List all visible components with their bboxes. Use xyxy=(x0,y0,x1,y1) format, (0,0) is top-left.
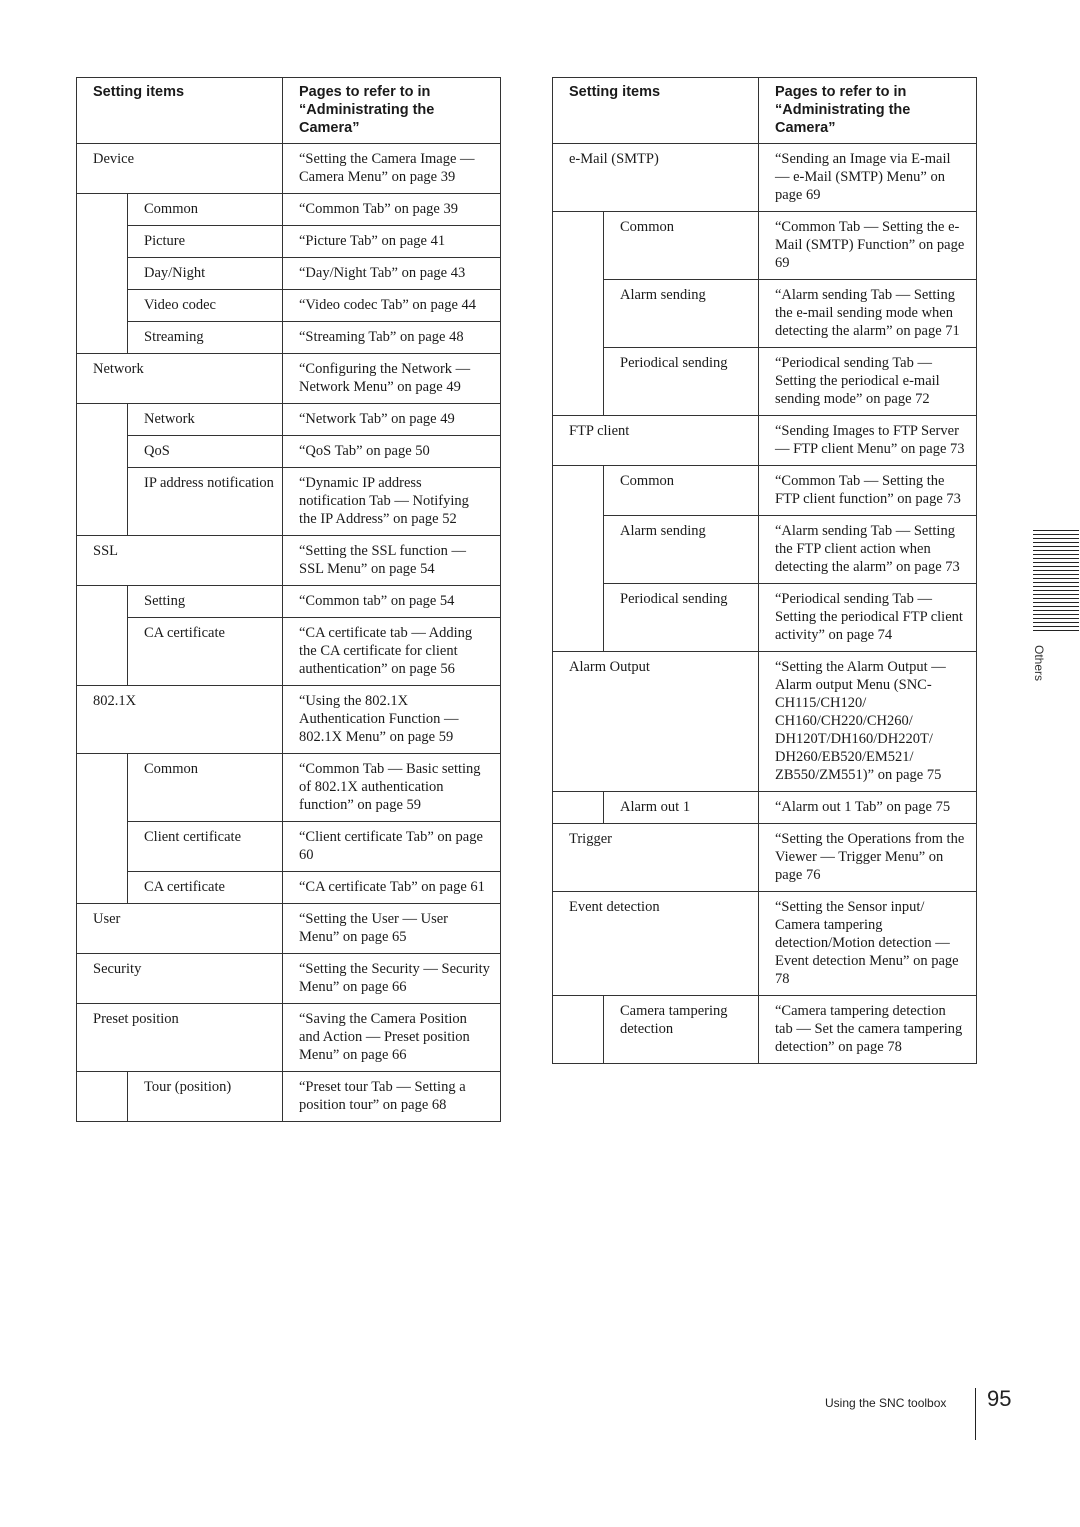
table-subrow xyxy=(77,872,501,904)
page-reference: “Sending an Image via E-mail — e-Mail (SMTP) Menu” on page 69 xyxy=(759,144,977,212)
table-subrow xyxy=(77,404,501,436)
table-subrow xyxy=(77,322,501,354)
footer-section-title: Using the SNC toolbox xyxy=(825,1396,947,1410)
table-row xyxy=(553,652,977,792)
setting-subitem: Client certificate xyxy=(128,822,283,872)
setting-subitem: Common xyxy=(604,212,759,280)
page-reference: “Using the 802.1X Authentication Function — 802.1X Menu” on page 59 xyxy=(283,686,501,754)
section-tab-marker xyxy=(1033,530,1079,634)
page-reference: “Common tab” on page 54 xyxy=(283,586,501,618)
setting-subitem: IP address notification xyxy=(128,468,283,536)
setting-item: Security xyxy=(77,954,283,1004)
setting-subitem: Alarm out 1 xyxy=(604,792,759,824)
table-subrow xyxy=(553,212,977,280)
indent-spacer xyxy=(77,404,128,536)
page-reference: “Alarm sending Tab — Setting the FTP client action when detecting the alarm” on page 73 xyxy=(759,516,977,584)
setting-subitem: CA certificate xyxy=(128,872,283,904)
table-subrow xyxy=(553,280,977,348)
table-subrow xyxy=(77,436,501,468)
page-number: 95 xyxy=(987,1386,1012,1411)
page-reference: “CA certificate tab — Adding the CA certificate for client authentication” on page 56 xyxy=(283,618,501,686)
indent-spacer xyxy=(77,586,128,686)
setting-subitem: Tour (position) xyxy=(128,1072,283,1122)
page-reference: “Saving the Camera Position and Action — Preset position Menu” on page 66 xyxy=(283,1004,501,1072)
page-reference: “Dynamic IP address notification Tab — Notifying the IP Address” on page 52 xyxy=(283,468,501,536)
setting-item: SSL xyxy=(77,536,283,586)
reference-table-left xyxy=(76,77,501,1122)
table-subrow xyxy=(77,290,501,322)
table-row xyxy=(77,954,501,1004)
setting-item: Alarm Output xyxy=(553,652,759,792)
table-row xyxy=(77,686,501,754)
table-subrow xyxy=(77,754,501,822)
reference-table-right xyxy=(552,77,977,1064)
page-reference: “Setting the Sensor input/ Camera tampering detection/Motion detection — Event detection Menu” on page 78 xyxy=(759,892,977,996)
header-pages-to-refer: Pages to refer to in “Administrating the Camera” xyxy=(283,78,501,144)
page-reference: “Periodical sending Tab — Setting the periodical FTP client activity” on page 74 xyxy=(759,584,977,652)
table-subrow xyxy=(77,618,501,686)
table-row xyxy=(553,144,977,212)
table-header-row xyxy=(553,78,977,144)
page-reference: “Sending Images to FTP Server — FTP client Menu” on page 73 xyxy=(759,416,977,466)
header-setting-items: Setting items xyxy=(77,78,283,144)
table-subrow xyxy=(77,822,501,872)
page-reference: “Setting the Security — Security Menu” on page 66 xyxy=(283,954,501,1004)
page-reference: “Configuring the Network — Network Menu” on page 49 xyxy=(283,354,501,404)
header-pages-to-refer: Pages to refer to in “Administrating the Camera” xyxy=(759,78,977,144)
page-reference: “Alarm sending Tab — Setting the e-mail sending mode when detecting the alarm” on page 71 xyxy=(759,280,977,348)
page-reference: “Setting the Operations from the Viewer — Trigger Menu” on page 76 xyxy=(759,824,977,892)
setting-item: e-Mail (SMTP) xyxy=(553,144,759,212)
setting-subitem: Periodical sending xyxy=(604,348,759,416)
setting-item: Preset position xyxy=(77,1004,283,1072)
table-subrow xyxy=(77,586,501,618)
page-reference: “Common Tab — Basic setting of 802.1X authentication function” on page 59 xyxy=(283,754,501,822)
page-reference: “Picture Tab” on page 41 xyxy=(283,226,501,258)
setting-subitem: QoS xyxy=(128,436,283,468)
page-reference: “QoS Tab” on page 50 xyxy=(283,436,501,468)
setting-item: 802.1X xyxy=(77,686,283,754)
section-tab-label: Others xyxy=(1032,645,1046,682)
table-subrow xyxy=(553,348,977,416)
table-row xyxy=(77,144,501,194)
setting-subitem: Streaming xyxy=(128,322,283,354)
setting-subitem: Common xyxy=(604,466,759,516)
page-reference: “Day/Night Tab” on page 43 xyxy=(283,258,501,290)
header-setting-items: Setting items xyxy=(553,78,759,144)
page-reference: “Client certificate Tab” on page 60 xyxy=(283,822,501,872)
indent-spacer xyxy=(553,996,604,1064)
page-reference: “Streaming Tab” on page 48 xyxy=(283,322,501,354)
page-reference: “Preset tour Tab — Setting a position tour” on page 68 xyxy=(283,1072,501,1122)
page-reference: “CA certificate Tab” on page 61 xyxy=(283,872,501,904)
table-header-row xyxy=(77,78,501,144)
table-row xyxy=(553,824,977,892)
setting-item: User xyxy=(77,904,283,954)
indent-spacer xyxy=(77,194,128,354)
table-subrow xyxy=(553,466,977,516)
setting-item: Device xyxy=(77,144,283,194)
page-reference: “Network Tab” on page 49 xyxy=(283,404,501,436)
indent-spacer xyxy=(77,754,128,904)
setting-subitem: Network xyxy=(128,404,283,436)
indent-spacer xyxy=(553,792,604,824)
setting-subitem: Setting xyxy=(128,586,283,618)
page-reference: “Common Tab — Setting the FTP client function” on page 73 xyxy=(759,466,977,516)
table-subrow xyxy=(553,584,977,652)
setting-item: Trigger xyxy=(553,824,759,892)
table-subrow xyxy=(77,194,501,226)
table-subrow xyxy=(77,1072,501,1122)
setting-subitem: Video codec xyxy=(128,290,283,322)
table-subrow xyxy=(77,468,501,536)
footer-divider xyxy=(975,1388,976,1440)
table-row xyxy=(77,904,501,954)
page-reference: “Setting the Alarm Output — Alarm output Menu (SNC-CH115/CH120/ CH160/CH220/CH260/ DH120T/DH160/DH220T/ DH260/EB520/EM521/ ZB550/ZM551)” on page 75 xyxy=(759,652,977,792)
setting-subitem: Common xyxy=(128,194,283,226)
table-subrow xyxy=(77,226,501,258)
setting-subitem: Alarm sending xyxy=(604,280,759,348)
setting-item: Network xyxy=(77,354,283,404)
setting-subitem: CA certificate xyxy=(128,618,283,686)
setting-subitem: Periodical sending xyxy=(604,584,759,652)
setting-subitem: Camera tampering detection xyxy=(604,996,759,1064)
table-subrow xyxy=(553,996,977,1064)
page-reference: “Common Tab — Setting the e-Mail (SMTP) Function” on page 69 xyxy=(759,212,977,280)
indent-spacer xyxy=(553,212,604,416)
table-subrow xyxy=(77,258,501,290)
indent-spacer xyxy=(77,1072,128,1122)
setting-item: FTP client xyxy=(553,416,759,466)
table-subrow xyxy=(553,516,977,584)
page-reference: “Camera tampering detection tab — Set the camera tampering detection” on page 78 xyxy=(759,996,977,1064)
page-reference: “Alarm out 1 Tab” on page 75 xyxy=(759,792,977,824)
table-subrow xyxy=(553,792,977,824)
setting-subitem: Common xyxy=(128,754,283,822)
page-reference: “Video codec Tab” on page 44 xyxy=(283,290,501,322)
indent-spacer xyxy=(553,466,604,652)
setting-subitem: Day/Night xyxy=(128,258,283,290)
page-reference: “Setting the SSL function — SSL Menu” on page 54 xyxy=(283,536,501,586)
table-row xyxy=(553,892,977,996)
table-row xyxy=(77,536,501,586)
setting-item: Event detection xyxy=(553,892,759,996)
page-reference: “Periodical sending Tab — Setting the periodical e-mail sending mode” on page 72 xyxy=(759,348,977,416)
page-reference: “Setting the Camera Image — Camera Menu” on page 39 xyxy=(283,144,501,194)
table-row xyxy=(77,1004,501,1072)
setting-subitem: Alarm sending xyxy=(604,516,759,584)
page-reference: “Common Tab” on page 39 xyxy=(283,194,501,226)
table-row xyxy=(553,416,977,466)
setting-subitem: Picture xyxy=(128,226,283,258)
table-row xyxy=(77,354,501,404)
page-reference: “Setting the User — User Menu” on page 65 xyxy=(283,904,501,954)
